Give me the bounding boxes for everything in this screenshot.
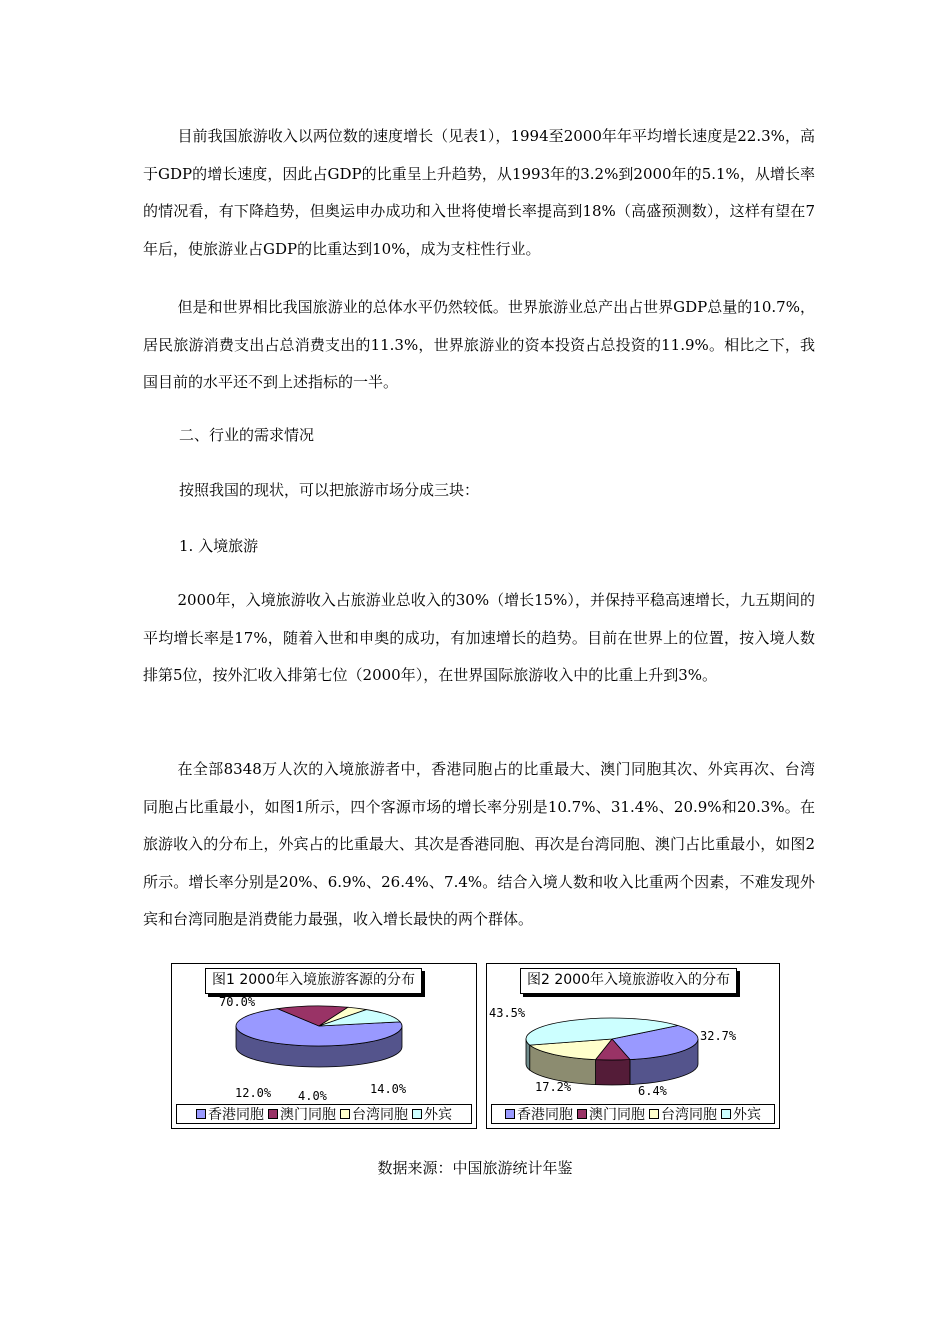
pie-label-foreigner: 43.5%	[489, 1006, 526, 1020]
legend-swatch-hong-kong	[196, 1109, 206, 1119]
legend-item-hong-kong	[505, 1104, 573, 1124]
chart-2-title: 图2 2000年入境旅游收入的分布	[520, 968, 737, 994]
paragraph-world-comparison: 但是和世界相比我国旅游业的总体水平仍然较低。世界旅游业总产出占世界GDP总量的10.7%，居民旅游消费支出占总消费支出的11.3%，世界旅游业的资本投资占总投资的11.9%。相比之下，我国目前的水平还不到上述指标的一半。	[143, 298, 815, 391]
legend-swatch-foreigner	[721, 1109, 731, 1119]
chart-2-legend	[491, 1104, 775, 1124]
legend-item-taiwan	[340, 1104, 408, 1124]
legend-label-macau: 澳门同胞	[280, 1107, 336, 1123]
legend-swatch-foreigner	[412, 1109, 422, 1119]
legend-label-macau: 澳门同胞	[589, 1107, 645, 1123]
paragraph-inbound-distribution: 在全部8348万人次的入境旅游者中，香港同胞占的比重最大、澳门同胞其次、外宾再次、台湾同胞占比重最小，如图1所示，四个客源市场的增长率分别是10.7%、31.4%、20.9%和20.3%。在旅游收入的分布上，外宾占的比重最大、其次是香港同胞、再次是台湾同胞、澳门占比重最小，如图2所示。增长率分别是20%、6.9%、26.4%、7.4%。结合入境人数和收入比重两个因素，不难发现外宾和台湾同胞是消费能力最强，收入增长最快的两个群体。	[143, 760, 815, 928]
pie-label-taiwan: 17.2%	[535, 1080, 572, 1094]
legend-swatch-macau	[577, 1109, 587, 1119]
pie-label-hong-kong: 32.7%	[700, 1029, 737, 1043]
legend-item-foreigner	[412, 1104, 452, 1124]
legend-label-hong-kong: 香港同胞	[517, 1107, 573, 1123]
paragraph-inbound-income: 2000年，入境旅游收入占旅游业总收入的30%（增长15%），并保持平稳高速增长，九五期间的平均增长率是17%，随着入世和申奥的成功，有加速增长的趋势。目前在世界上的位置，按入境人数排第5位，按外汇收入排第七位（2000年），在世界国际旅游收入中的比重上升到3%。	[143, 591, 815, 684]
pie-chart-tourism-income	[486, 963, 780, 1129]
paragraph-market-segments: 按照我国的现状，可以把旅游市场分成三块：	[179, 481, 480, 499]
legend-item-hong-kong	[196, 1104, 264, 1124]
legend-swatch-taiwan	[340, 1109, 350, 1119]
pie-chart-visitor-source	[171, 963, 477, 1129]
legend-item-foreigner	[721, 1104, 761, 1124]
legend-label-taiwan: 台湾同胞	[661, 1107, 717, 1123]
data-source-caption: 数据来源：中国旅游统计年鉴	[377, 1159, 573, 1177]
legend-swatch-taiwan	[649, 1109, 659, 1119]
chart-1-legend	[176, 1104, 472, 1124]
legend-item-macau	[268, 1104, 336, 1124]
pie-label-hong-kong: 70.0%	[219, 995, 256, 1009]
section-heading-demand: 二、行业的需求情况	[179, 426, 315, 444]
legend-label-foreigner: 外宾	[424, 1107, 452, 1123]
pie-label-macau: 14.0%	[370, 1082, 407, 1096]
pie-side-macau	[596, 1060, 630, 1085]
chart-1-title: 图1 2000年入境旅游客源的分布	[205, 968, 422, 994]
subheading-inbound-tourism: 1. 入境旅游	[179, 537, 259, 555]
legend-label-hong-kong: 香港同胞	[208, 1107, 264, 1123]
pie-label-foreigner: 12.0%	[235, 1086, 272, 1100]
pie-label-taiwan: 4.0%	[298, 1089, 327, 1103]
paragraph-tourism-growth: 目前我国旅游收入以两位数的速度增长（见表1），1994至2000年年平均增长速度是22.3%，高于GDP的增长速度，因此占GDP的比重呈上升趋势，从1993年的3.2%到2000年的5.1%，从增长率的情况看，有下降趋势，但奥运申办成功和入世将使增长率提高到18%（高盛预测数），这样有望在7年后，使旅游业占GDP的比重达到10%，成为支柱性行业。	[143, 127, 815, 258]
legend-label-taiwan: 台湾同胞	[352, 1107, 408, 1123]
legend-item-taiwan	[649, 1104, 717, 1124]
legend-item-macau	[577, 1104, 645, 1124]
legend-label-foreigner: 外宾	[733, 1107, 761, 1123]
legend-swatch-hong-kong	[505, 1109, 515, 1119]
pie-label-macau: 6.4%	[638, 1084, 667, 1098]
legend-swatch-macau	[268, 1109, 278, 1119]
